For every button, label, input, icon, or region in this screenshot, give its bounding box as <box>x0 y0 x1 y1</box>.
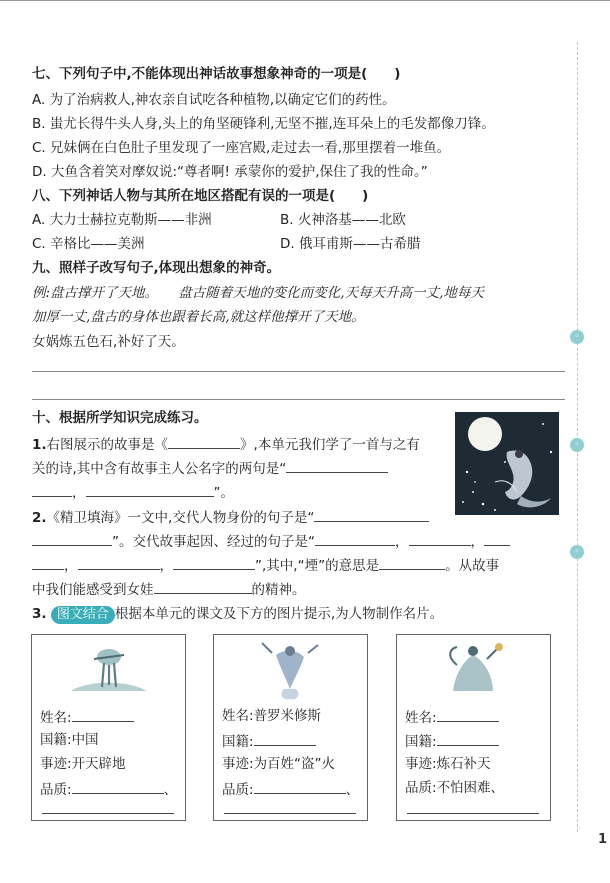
quality-label: 品质: <box>222 782 254 798</box>
name-label: 姓名: <box>222 708 254 724</box>
origin-blank[interactable] <box>254 731 316 746</box>
meaning-blank[interactable] <box>379 555 445 570</box>
q8-option-d: D. 俄耳甫斯——古希腊 <box>280 236 421 252</box>
quality-blank-1[interactable] <box>254 779 346 794</box>
poem-line-blank-3[interactable] <box>86 482 214 497</box>
item1-sep: ， <box>72 485 86 501</box>
q10-title: 十、根据所学知识完成练习。 <box>32 410 208 426</box>
deeds-label: 事迹: <box>222 756 254 772</box>
item2-text-h: ”,其中,“堙”的意思是 <box>255 558 380 574</box>
card-quality-row <box>222 779 359 799</box>
card-quality-row <box>405 779 504 797</box>
nuwa-illustration-icon <box>397 635 550 705</box>
prometheus-illustration-icon <box>214 635 367 705</box>
quality-label: 品质: <box>40 782 72 798</box>
pangu-illustration-icon <box>32 635 185 705</box>
card-deeds-row <box>40 755 126 773</box>
q7-title: 七、下列句子中,不能体现出神话故事想象神奇的一项是( ) <box>32 66 401 82</box>
card-deeds-row <box>222 755 335 773</box>
name-blank[interactable] <box>72 707 134 722</box>
change-moon-image <box>455 412 559 515</box>
cause-blank-6[interactable] <box>173 555 255 570</box>
q9-title: 九、照样子改写句子,体现出想象的神奇。 <box>32 260 281 276</box>
deeds-value: 炼石补天 <box>436 756 491 772</box>
item1-text-e: ”。 <box>213 485 234 501</box>
quality-label: 品质: <box>405 780 437 796</box>
tuwen-tag: 图文结合 <box>51 606 115 624</box>
name-label: 姓名: <box>405 710 437 726</box>
card-origin-row <box>405 731 499 751</box>
rail-marker-2: ◦ <box>570 438 584 452</box>
binding-rail <box>577 42 578 832</box>
card-quality-row <box>40 779 177 799</box>
quality-blank-2[interactable] <box>224 813 356 814</box>
q10-item2-line1 <box>32 507 429 528</box>
item3-text: 根据本单元的课文及下方的图片提示,为人物制作名片。 <box>114 606 444 622</box>
q8-option-b: B. 火神洛基——北欧 <box>280 212 406 228</box>
origin-label: 国籍: <box>405 734 437 750</box>
answer-line-1[interactable] <box>32 371 565 372</box>
cause-blank-2[interactable] <box>409 531 471 546</box>
q9-example-line-2: 加厚一丈,盘古的身体也跟着长高,就这样他撑开了天地。 <box>32 309 365 325</box>
item2-sep-4: ， <box>159 558 173 574</box>
q7-option-b: B. 蚩尤长得牛头人身,头上的角坚硬锋利,无坚不摧,连耳朵上的毛发都像刀锋。 <box>32 116 495 132</box>
item-number: 1. <box>32 437 47 453</box>
q7-option-d: D. 大鱼含着笑对摩奴说:“尊者啊! 承蒙你的爱护,保住了我的性命。” <box>32 164 428 180</box>
name-label: 姓名: <box>40 710 72 726</box>
card-name-row <box>405 707 499 727</box>
top-border <box>0 0 610 1</box>
deeds-value: 为百姓“盗”火 <box>253 756 336 772</box>
q10-item3-line <box>32 604 443 624</box>
item1-text-c: 关的诗,其中含有故事主人公名字的两句是“ <box>32 461 287 477</box>
cause-blank-1[interactable] <box>315 531 395 546</box>
cause-blank-3[interactable] <box>484 531 510 546</box>
quality-blank-2[interactable] <box>42 813 174 814</box>
item2-text-a: 《精卫填海》一文中,交代人物身份的句子是“ <box>46 510 315 526</box>
spirit-blank[interactable] <box>154 579 252 594</box>
origin-label: 国籍: <box>222 734 254 750</box>
quality-value: 不怕困难、 <box>436 780 505 796</box>
q10-item2-line4 <box>32 579 306 600</box>
q10-item2-line2 <box>32 531 510 552</box>
quality-blank-1[interactable] <box>72 779 164 794</box>
origin-label: 国籍: <box>40 732 72 748</box>
q10-item1-line3 <box>32 482 234 503</box>
q8-option-c: C. 辛格比——美洲 <box>32 236 145 252</box>
item-number: 3. <box>32 606 47 622</box>
identity-blank-1[interactable] <box>314 507 429 522</box>
identity-blank-2[interactable] <box>32 531 112 546</box>
q9-example-line-1: 例:盘古撑开了天地。 盘古随着天地的变化而变化,天每天升高一丈,地每天 <box>32 285 484 301</box>
q9-task: 女娲炼五色石,补好了天。 <box>32 334 185 350</box>
quality-sep: 、 <box>163 782 178 798</box>
answer-line-2[interactable] <box>32 399 565 400</box>
q10-item1-line2 <box>32 458 388 479</box>
card-origin-row <box>222 731 316 751</box>
q8-option-a: A. 大力士赫拉克勒斯——非洲 <box>32 212 212 228</box>
item1-text-a: 右图展示的故事是《 <box>46 437 169 453</box>
page-number: 1 <box>598 832 608 847</box>
item2-text-i: 。从故事 <box>445 558 500 574</box>
card-origin-row <box>40 731 99 749</box>
name-card-prometheus <box>213 634 368 821</box>
name-card-pangu <box>31 634 186 821</box>
deeds-label: 事迹: <box>405 756 437 772</box>
name-blank[interactable] <box>437 707 499 722</box>
poem-line-blank-1[interactable] <box>286 458 388 473</box>
cause-blank-4[interactable] <box>32 555 64 570</box>
q8-title: 八、下列神话人物与其所在地区搭配有误的一项是( ) <box>32 188 369 204</box>
item2-sep-2: ， <box>470 534 484 550</box>
item-number: 2. <box>32 510 47 526</box>
quality-blank-2[interactable] <box>407 813 539 814</box>
name-card-nuwa <box>396 634 551 821</box>
q7-option-a: A. 为了治病救人,神农亲自试吃各种植物,以确定它们的药性。 <box>32 92 396 108</box>
item2-text-j: 中我们能感受到女娃 <box>32 582 154 598</box>
rail-marker-1: ◦ <box>570 330 584 344</box>
item2-text-k: 的精神。 <box>251 582 306 598</box>
story-title-blank[interactable] <box>168 434 240 449</box>
card-name-row <box>40 707 134 727</box>
deeds-value: 开天辟地 <box>71 756 126 772</box>
moon-illustration-icon <box>455 412 559 515</box>
quality-sep: 、 <box>345 782 360 798</box>
cause-blank-5[interactable] <box>78 555 160 570</box>
item1-text-b: 》,本单元我们学了一首与之有 <box>240 437 420 453</box>
poem-line-blank-2[interactable] <box>32 482 72 497</box>
item2-text-b: ”。交代故事起因、经过的句子是“ <box>112 534 315 550</box>
name-value: 普罗米修斯 <box>253 708 322 724</box>
deeds-label: 事迹: <box>40 756 72 772</box>
q10-item1-line1 <box>32 434 420 455</box>
card-name-row <box>222 707 321 725</box>
q10-item2-line3 <box>32 555 499 576</box>
origin-value: 中国 <box>71 732 99 748</box>
item2-sep-3: ， <box>64 558 78 574</box>
origin-blank[interactable] <box>437 731 499 746</box>
rail-marker-3: ◦ <box>570 545 584 559</box>
item2-sep-1: ， <box>395 534 409 550</box>
card-deeds-row <box>405 755 491 773</box>
q7-option-c: C. 兄妹俩在白色肚子里发现了一座宫殿,走过去一看,那里摆着一堆鱼。 <box>32 140 451 156</box>
